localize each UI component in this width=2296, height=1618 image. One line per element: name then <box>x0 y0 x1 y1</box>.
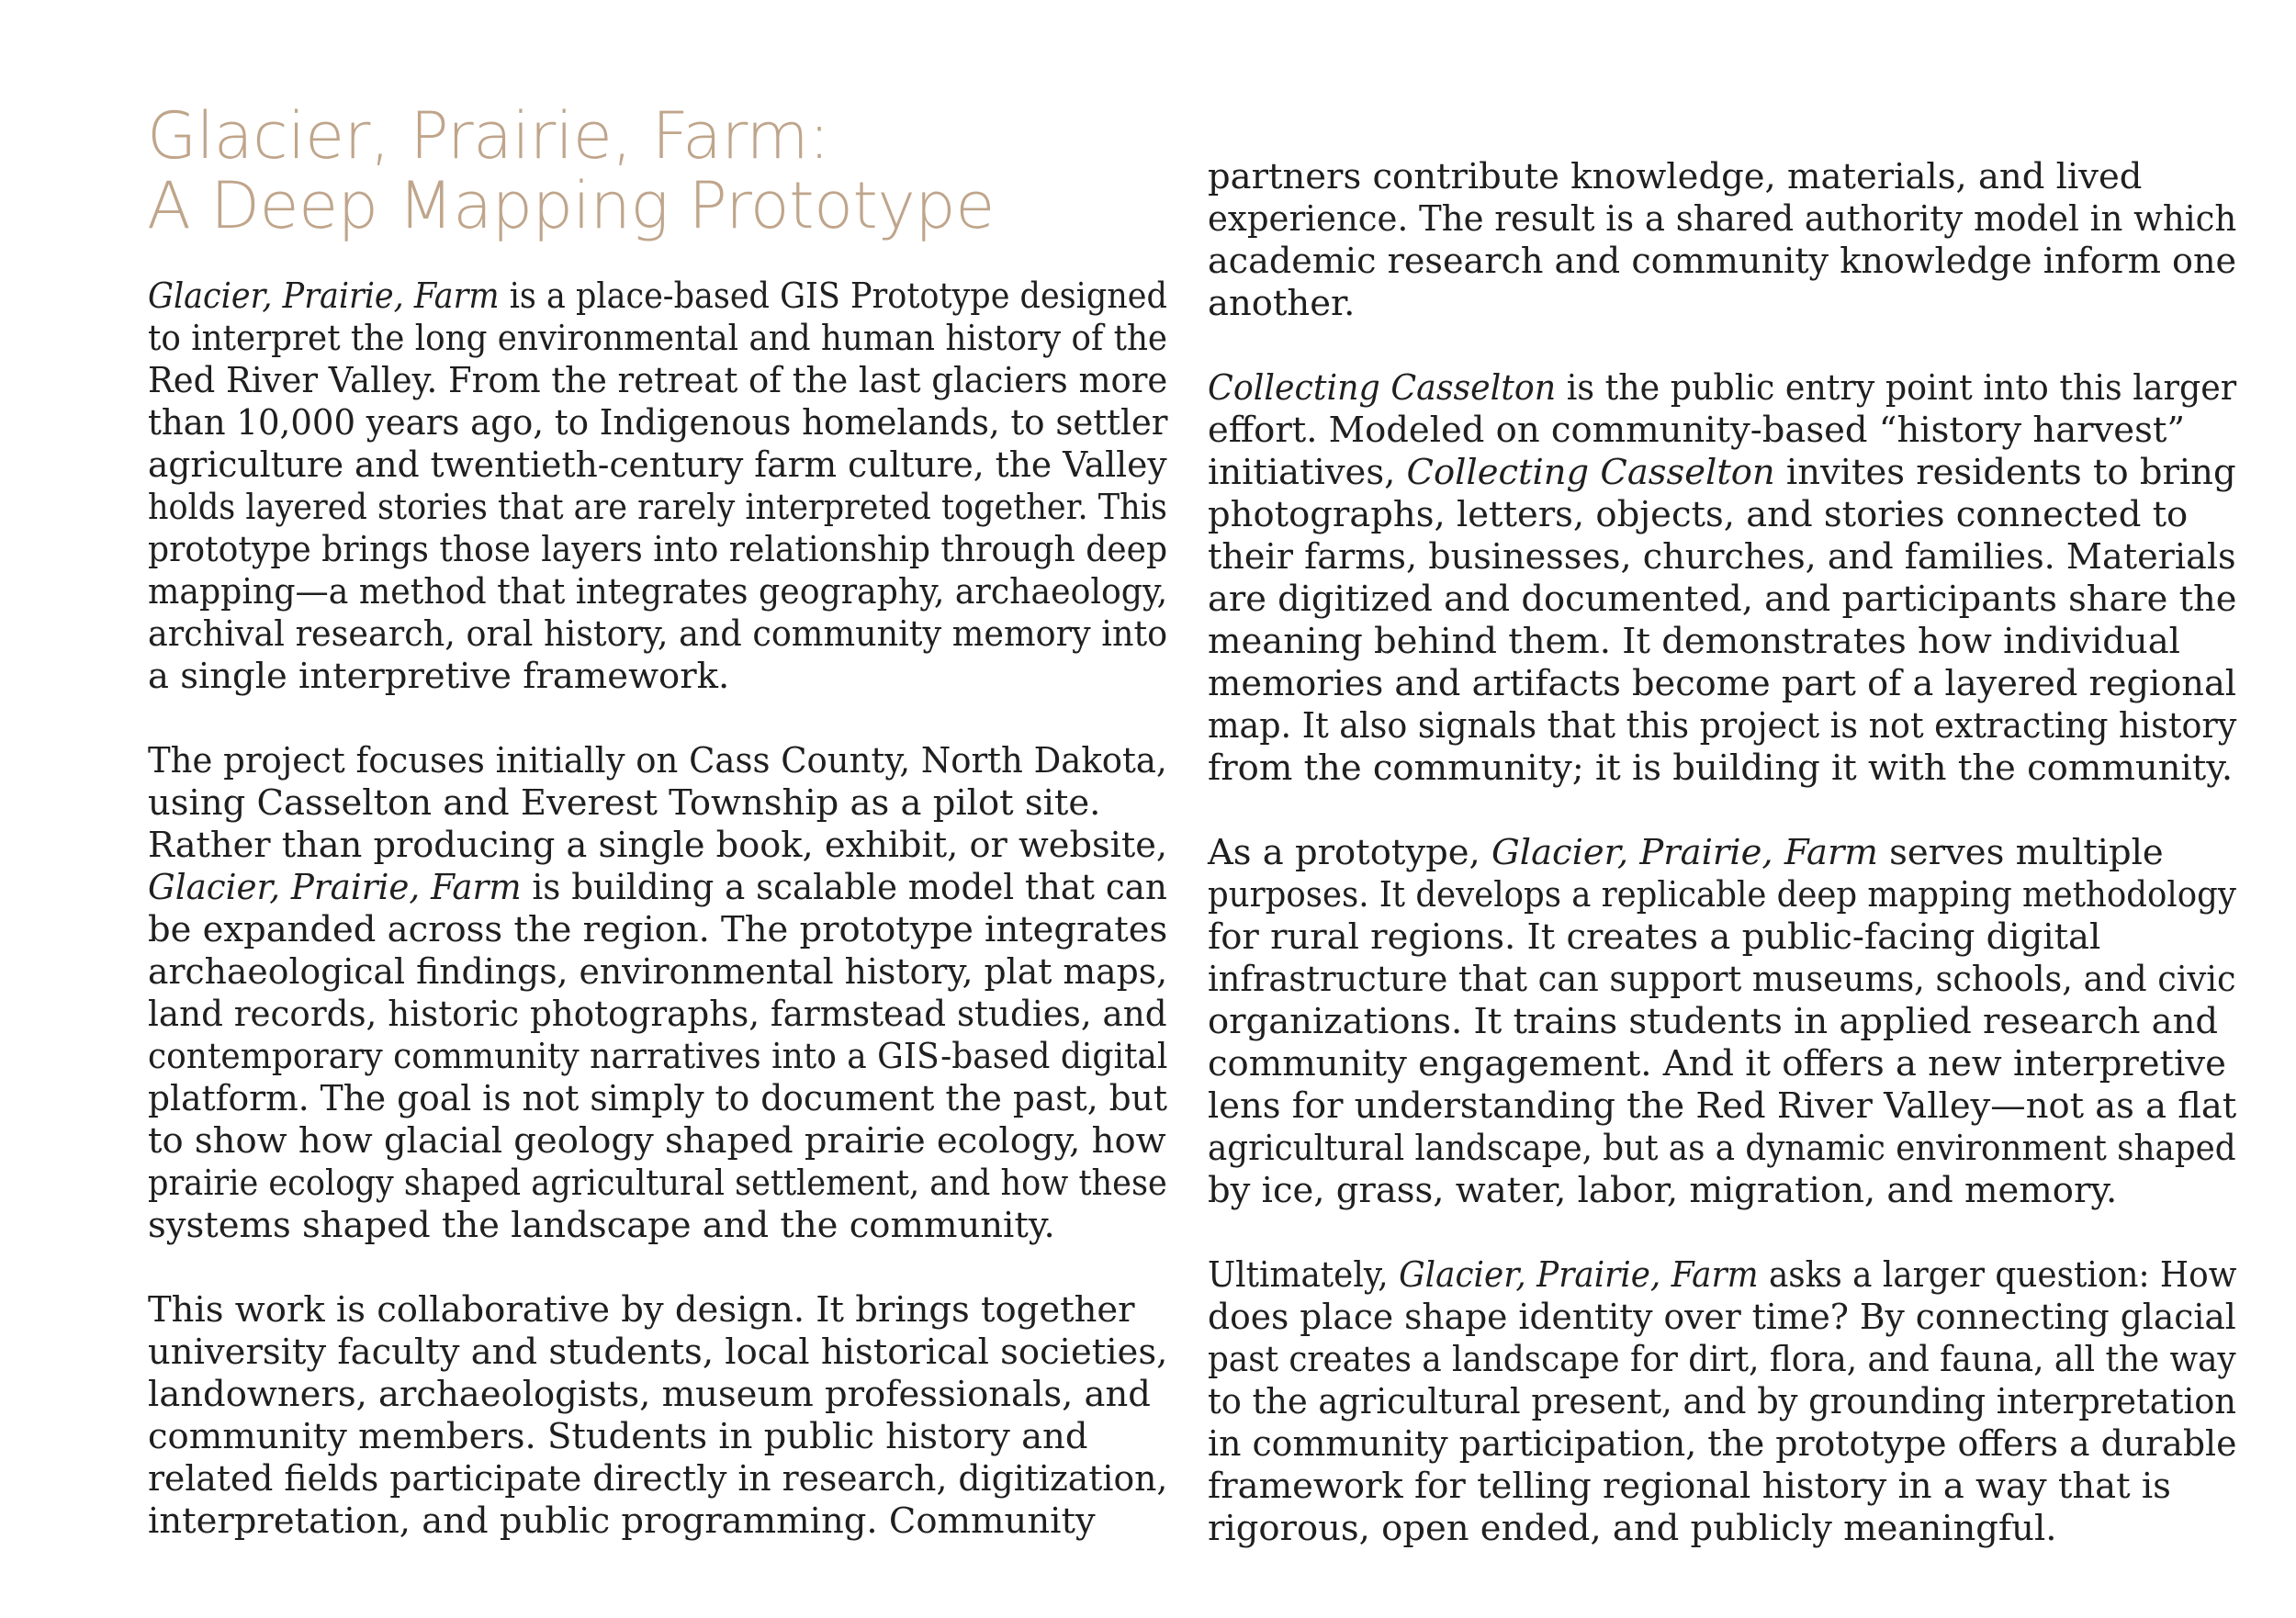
text-line: contemporary community narratives into a GIS-based digital <box>148 1036 1168 1077</box>
text-line: platform. The goal is not simply to document the past, but <box>148 1078 1167 1119</box>
text-line: related fields participate directly in research, digitization, <box>148 1458 1168 1500</box>
text-line: meaning behind them. It demonstrates how individual <box>1208 621 2180 662</box>
text-line: Glacier, Prairie, Farm is building a scalable model that can <box>148 867 1167 908</box>
text-line: using Casselton and Everest Township as a pilot site. <box>148 782 1101 824</box>
paragraph-conclusion <box>1208 1254 2236 1550</box>
text-line: Rather than producing a single book, exhibit, or website, <box>148 825 1168 866</box>
text-line: Glacier, Prairie, Farm is a place-based GIS Prototype designed <box>148 275 1167 317</box>
title-line-2: A Deep Mapping Prototype <box>147 168 995 243</box>
text-line: to interpret the long environmental and human history of the <box>148 318 1168 359</box>
paragraph-continued <box>1208 156 2236 325</box>
text-line: organizations. It trains students in applied research and <box>1208 1001 2219 1042</box>
text-line: to the agricultural present, and by grounding interpretation <box>1208 1381 2236 1422</box>
text-line: in community participation, the prototype offers a durable <box>1208 1423 2237 1465</box>
text-line: systems shaped the landscape and the community. <box>148 1205 1055 1246</box>
collecting-casselton-italic: Collecting Casselton <box>1406 452 1775 493</box>
text-line: prototype brings those layers into relationship through deep <box>148 529 1168 570</box>
text-line: landowners, archaeologists, museum professionals, and <box>148 1374 1151 1415</box>
text-line: community members. Students in public history and <box>148 1416 1088 1457</box>
paragraph-collecting-casselton <box>1208 367 2236 790</box>
text-line: experience. The result is a shared authority model in which <box>1208 198 2237 240</box>
text-line: for rural regions. It creates a public-facing digital <box>1208 916 2101 958</box>
text-line: agriculture and twentieth-century farm culture, the Valley <box>148 444 1167 486</box>
text-line: are digitized and documented, and participants share the <box>1208 579 2237 620</box>
text-line: memories and artifacts become part of a layered regional <box>1208 663 2237 704</box>
text-line: map. It also signals that this project is not extracting history <box>1208 705 2237 747</box>
text-line: from the community; it is building it with the community. <box>1208 747 2234 789</box>
text-line: to show how glacial geology shaped prairie ecology, how <box>148 1120 1166 1162</box>
text-line: than 10,000 years ago, to Indigenous homelands, to settler <box>148 402 1168 444</box>
project-title-italic: Glacier, Prairie, Farm <box>1399 1254 1759 1296</box>
text-line: Ultimately, Glacier, Prairie, Farm asks a larger question: How <box>1208 1254 2237 1296</box>
text-line: archival research, oral history, and community memory into <box>148 613 1168 655</box>
text-line: land records, historic photographs, farmstead studies, and <box>148 994 1167 1035</box>
text-line: be expanded across the region. The prototype integrates <box>148 909 1168 950</box>
text-line: their farms, businesses, churches, and families. Materials <box>1208 536 2236 578</box>
page-title <box>147 98 1157 243</box>
text-line: This work is collaborative by design. It brings together <box>148 1289 1135 1331</box>
text-line: agricultural landscape, but as a dynamic environment shaped <box>1208 1128 2236 1169</box>
paragraph-purposes <box>1208 832 2236 1212</box>
text-line: Collecting Casselton is the public entry point into this larger <box>1208 367 2237 409</box>
text-line: framework for telling regional history in a way that is <box>1208 1466 2171 1507</box>
text-line: initiatives, Collecting Casselton invites residents to bring <box>1208 452 2236 493</box>
right-column <box>1208 156 2236 1592</box>
text-line: university faculty and students, local historical societies, <box>148 1331 1168 1373</box>
text-line: prairie ecology shaped agricultural settlement, and how these <box>148 1163 1167 1204</box>
text-line: by ice, grass, water, labor, migration, and memory. <box>1208 1170 2118 1211</box>
text-line: another. <box>1208 283 1356 324</box>
text-line: interpretation, and public programming. Community <box>148 1500 1096 1542</box>
text-line: rigorous, open ended, and publicly meaningful. <box>1208 1508 2057 1549</box>
text-line: past creates a landscape for dirt, flora, and fauna, all the way <box>1208 1339 2236 1380</box>
project-title-italic: Glacier, Prairie, Farm <box>148 867 522 908</box>
text-line: holds layered stories that are rarely interpreted together. This <box>148 487 1167 528</box>
text-line: archaeological findings, environmental history, plat maps, <box>148 951 1168 993</box>
text-line: a single interpretive framework. <box>148 656 730 697</box>
project-title-italic: Glacier, Prairie, Farm <box>1491 832 1878 873</box>
text-line: photographs, letters, objects, and stories connected to <box>1208 494 2189 535</box>
text-line: lens for understanding the Red River Valley—not as a flat <box>1208 1085 2237 1127</box>
text-line: infrastructure that can support museums, schools, and civic <box>1208 959 2236 1000</box>
text-line: effort. Modeled on community-based “history harvest” <box>1208 410 2185 451</box>
text-line: mapping—a method that integrates geography, archaeology, <box>148 571 1168 612</box>
text-line: As a prototype, Glacier, Prairie, Farm serves multiple <box>1208 832 2164 873</box>
left-column <box>148 275 1167 1585</box>
paragraph-project-focus <box>148 740 1167 1247</box>
paragraph-collaboration <box>148 1289 1167 1543</box>
collecting-casselton-italic: Collecting Casselton <box>1208 367 1557 409</box>
project-title-italic: Glacier, Prairie, Farm <box>148 275 500 317</box>
text-line: The project focuses initially on Cass County, North Dakota, <box>148 740 1167 781</box>
text-line: purposes. It develops a replicable deep mapping methodology <box>1208 874 2236 916</box>
text-line: Red River Valley. From the retreat of the last glaciers more <box>148 360 1168 401</box>
text-line: does place shape identity over time? By connecting glacial <box>1208 1297 2236 1338</box>
paragraph-intro <box>148 275 1167 698</box>
title-line-1: Glacier, Prairie, Farm: <box>147 98 830 174</box>
text-line: partners contribute knowledge, materials, and lived <box>1208 156 2143 197</box>
text-line: academic research and community knowledge inform one <box>1208 241 2237 282</box>
text-line: community engagement. And it offers a new interpretive <box>1208 1043 2226 1084</box>
